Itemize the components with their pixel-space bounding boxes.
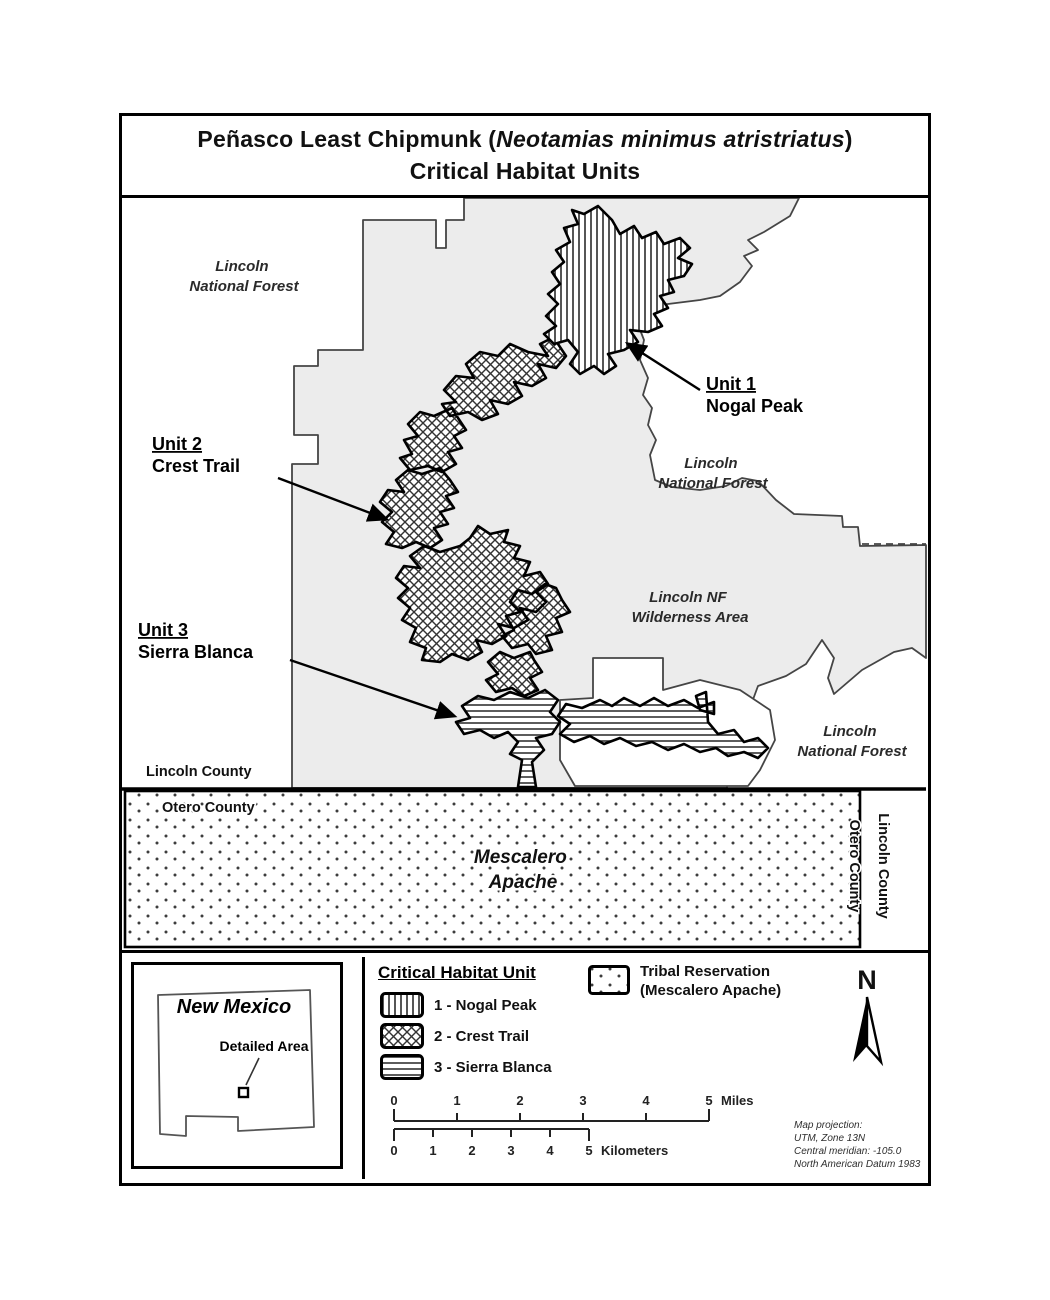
svg-text:5: 5 [585,1143,593,1158]
svg-text:Nogal Peak: Nogal Peak [706,396,804,416]
panel-divider [362,957,365,1179]
map-figure-frame [119,113,931,1186]
legend-item-tribal-reservation [588,963,781,1001]
bottom-panel [122,950,928,1183]
svg-text:2: 2 [516,1093,524,1108]
svg-text:Crest Trail: Crest Trail [152,456,241,476]
svg-text:Unit 1: Unit 1 [706,374,757,394]
north-arrow-icon [847,994,887,1068]
legend-label: 1 - Nogal Peak [434,996,537,1014]
svg-text:4: 4 [642,1093,650,1108]
svg-text:2: 2 [468,1143,476,1158]
north-label: N [857,965,877,995]
legend-item-sierra-blanca [380,1053,552,1081]
svg-text:4: 4 [546,1143,554,1158]
label-lnf-wilderness: Lincoln NF Wilderness Area [631,589,749,626]
svg-text:Sierra Blanca: Sierra Blanca [138,642,254,662]
svg-text:3: 3 [507,1143,515,1158]
tribal-label: Tribal Reservation (Mescalero Apache) [640,963,782,999]
new-mexico-inset-map [134,965,340,1166]
svg-text:3: 3 [579,1093,587,1108]
new-mexico-inset [131,962,343,1169]
label-lnf-mid-right: Lincoln National Forest [658,455,768,492]
detailed-area-marker [239,1088,248,1097]
svg-text:1: 1 [429,1143,437,1158]
figure-title-line2: Critical Habitat Units [409,157,641,184]
label-otero-county: Otero County [162,800,255,816]
label-mescalero-apache: Mescalero Apache [473,847,567,893]
svg-text:Unit 2: Unit 2 [152,434,203,454]
swatch-vertical-lines [380,992,424,1018]
svg-text:0: 0 [390,1093,398,1108]
species-name: Neotamias minimus atristriatus [496,126,845,153]
svg-text:5: 5 [705,1093,713,1108]
svg-text:Kilometers: Kilometers [601,1143,669,1158]
label-lincoln-county: Lincoln County [146,764,252,780]
label-lincoln-county-vertical: Lincoln County [875,813,891,919]
legend-label: 3 - Sierra Blanca [434,1058,552,1076]
detailed-area-label: Detailed Area [219,1038,309,1054]
legend-item-nogal-peak [380,991,537,1019]
label-lnf-bottom-right: Lincoln National Forest [797,723,907,760]
figure-title-line1: Peñasco Least Chipmunk (Neotamias minimus atristriatus) [197,126,853,153]
label-lnf-top-left: Lincoln National Forest [189,258,299,295]
title-box [122,116,928,198]
miles-scale [390,1093,753,1121]
projection-note: Map projection: UTM, Zone 13N Central meridian: -105.0 North American Datum 1983 [794,1120,921,1170]
svg-text:1: 1 [453,1093,461,1108]
swatch-horizontal-lines [380,1054,424,1080]
scale-bar [377,1091,807,1168]
svg-text:Miles: Miles [721,1093,754,1108]
north-indicator [844,967,890,1073]
label-otero-county-vertical: Otero County [846,819,862,913]
legend-title: Critical Habitat Unit [378,963,536,982]
legend-label: 2 - Crest Trail [434,1027,530,1045]
swatch-dots [588,965,630,995]
swatch-crosshatch [380,1023,424,1049]
main-map [122,198,928,950]
kilometers-scale [390,1129,668,1158]
inset-state-name: New Mexico [176,996,292,1018]
legend-item-crest-trail [380,1022,529,1050]
svg-text:0: 0 [390,1143,398,1158]
svg-text:Unit 3: Unit 3 [138,620,189,640]
